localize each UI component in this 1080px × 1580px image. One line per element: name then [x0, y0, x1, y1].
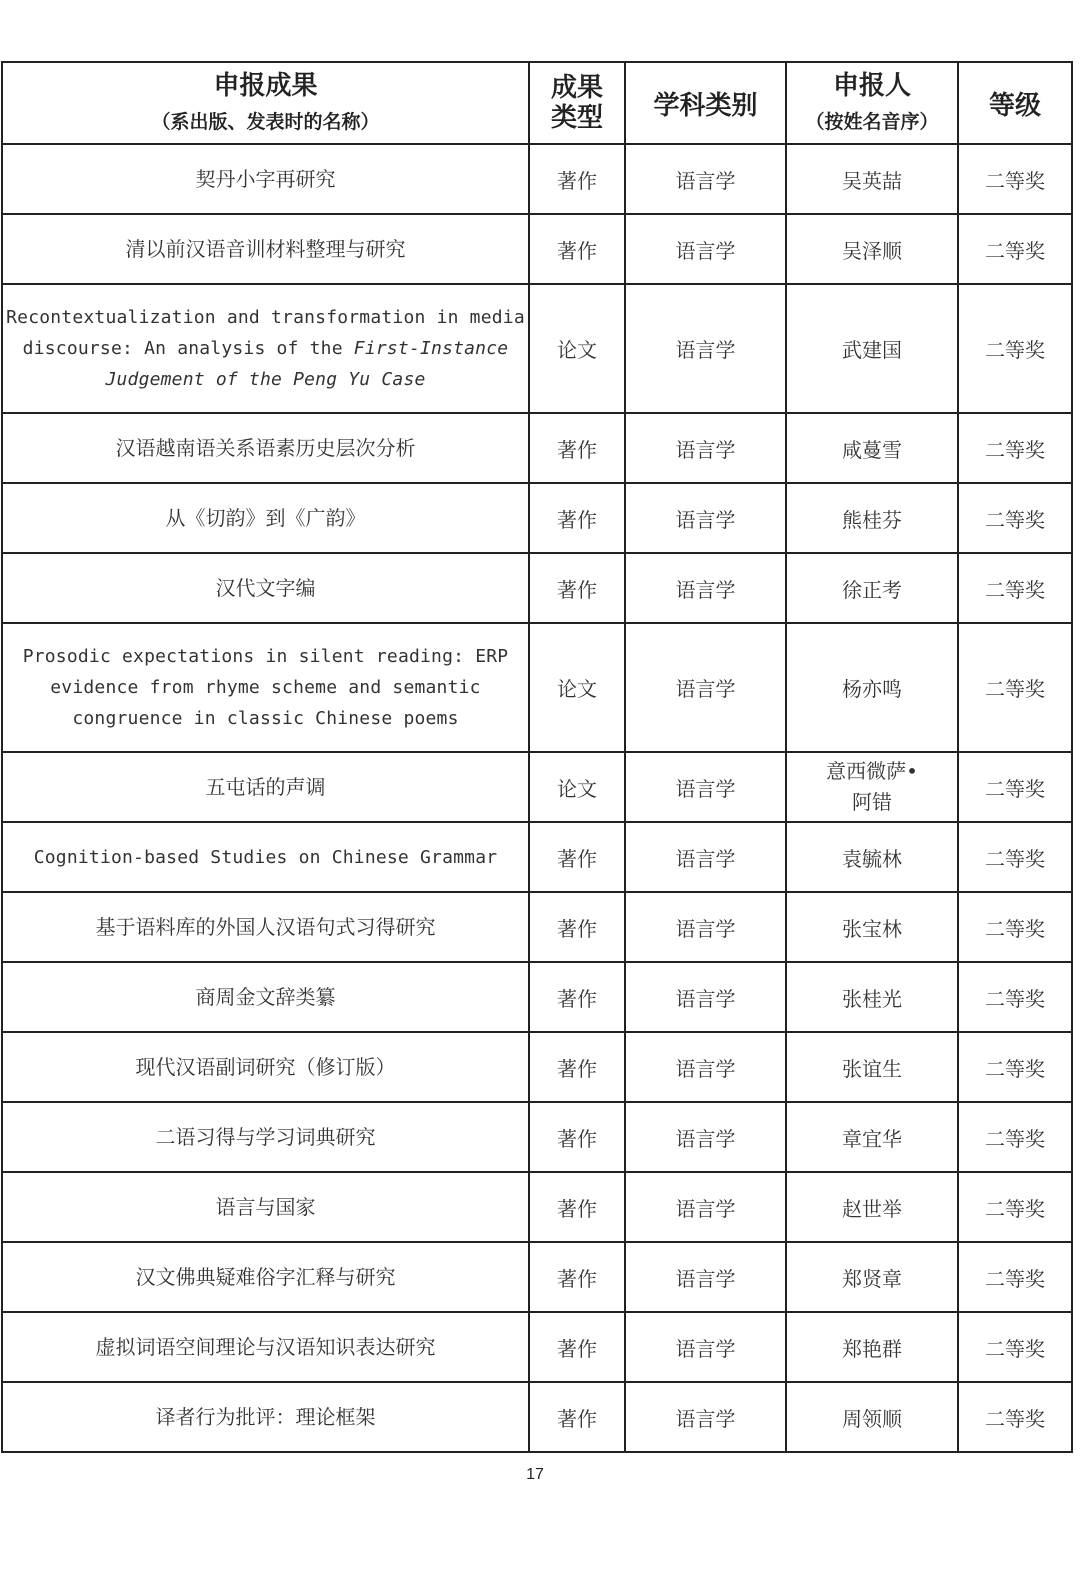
applicant: 武建国: [786, 284, 958, 413]
applicant: 吴英喆: [786, 144, 958, 214]
header-applicant-title: 申报人: [832, 71, 911, 101]
award-level: 二等奖: [958, 214, 1072, 284]
table-row: [2, 483, 1072, 553]
header-type-line1: 成果: [550, 73, 603, 103]
award-level: 二等奖: [958, 1242, 1072, 1312]
award-level: 二等奖: [958, 1382, 1072, 1452]
result-type: 论文: [529, 623, 625, 752]
award-level: 二等奖: [958, 413, 1072, 483]
result-type: 著作: [529, 1172, 625, 1242]
applicant: 徐正考: [786, 553, 958, 623]
result-type: 著作: [529, 483, 625, 553]
discipline: 语言学: [625, 1242, 786, 1312]
award-level: 二等奖: [958, 144, 1072, 214]
applicant: 咸蔓雪: [786, 413, 958, 483]
result-type: 著作: [529, 822, 625, 892]
table-row: [2, 1172, 1072, 1242]
table-row: [2, 752, 1072, 822]
table-row: [2, 284, 1072, 413]
discipline: 语言学: [625, 214, 786, 284]
applicant: 袁毓林: [786, 822, 958, 892]
award-level: 二等奖: [958, 1172, 1072, 1242]
discipline: 语言学: [625, 1172, 786, 1242]
award-level: 二等奖: [958, 284, 1072, 413]
result-type: 论文: [529, 752, 625, 822]
result-type: 著作: [529, 1242, 625, 1312]
page-number: 17: [526, 1466, 544, 1483]
result-title: 语言与国家: [2, 1172, 529, 1242]
header-result-subtitle: （系出版、发表时的名称）: [151, 111, 380, 133]
result-title: 契丹小字再研究: [2, 144, 529, 214]
discipline: 语言学: [625, 962, 786, 1032]
table-row: [2, 822, 1072, 892]
result-type: 著作: [529, 144, 625, 214]
result-title: 虚拟词语空间理论与汉语知识表达研究: [2, 1312, 529, 1382]
award-level: 二等奖: [958, 1312, 1072, 1382]
discipline: 语言学: [625, 1032, 786, 1102]
result-type: 著作: [529, 553, 625, 623]
result-type: 著作: [529, 1382, 625, 1452]
award-level: 二等奖: [958, 1032, 1072, 1102]
applicant: 周领顺: [786, 1382, 958, 1452]
result-type: 著作: [529, 1312, 625, 1382]
result-title: 二语习得与学习词典研究: [2, 1102, 529, 1172]
header-level-label: 等级: [988, 90, 1041, 121]
header-type-line2: 类型: [550, 103, 603, 133]
result-type: 著作: [529, 214, 625, 284]
applicant: 熊桂芬: [786, 483, 958, 553]
discipline: 语言学: [625, 1312, 786, 1382]
applicant: 张宝林: [786, 892, 958, 962]
applicant: 郑艳群: [786, 1312, 958, 1382]
result-title: 商周金文辞类纂: [2, 962, 529, 1032]
table-row: [2, 623, 1072, 752]
header-applicant-subtitle: （按姓名音序）: [805, 111, 939, 133]
discipline: 语言学: [625, 413, 786, 483]
result-title: 五屯话的声调: [2, 752, 529, 822]
table-row: [2, 214, 1072, 284]
discipline: 语言学: [625, 1382, 786, 1452]
applicant: 张桂光: [786, 962, 958, 1032]
table-row: [2, 1032, 1072, 1102]
table-row: [2, 892, 1072, 962]
table-row: [2, 1312, 1072, 1382]
header-type: [529, 62, 625, 144]
header-applicant: [786, 62, 958, 144]
result-type: 著作: [529, 413, 625, 483]
applicant: 杨亦鸣: [786, 623, 958, 752]
result-title: 基于语料库的外国人汉语句式习得研究: [2, 892, 529, 962]
award-level: 二等奖: [958, 962, 1072, 1032]
table-row: [2, 1102, 1072, 1172]
result-title: 现代汉语副词研究（修订版）: [2, 1032, 529, 1102]
applicant-line1: 意西微萨•: [826, 759, 918, 783]
table-row: [2, 1382, 1072, 1452]
result-title: Prosodic expectations in silent reading: ERP evidence from rhyme scheme and semantic congruence in classic Chinese poems: [2, 623, 529, 752]
applicant: 吴泽顺: [786, 214, 958, 284]
applicant: 郑贤章: [786, 1242, 958, 1312]
discipline: 语言学: [625, 623, 786, 752]
award-level: 二等奖: [958, 553, 1072, 623]
result-title: Cognition-based Studies on Chinese Grammar: [2, 822, 529, 892]
discipline: 语言学: [625, 144, 786, 214]
result-type: 著作: [529, 892, 625, 962]
header-result: [2, 62, 529, 144]
result-title: 译者行为批评：理论框架: [2, 1382, 529, 1452]
awards-table: [1, 61, 1073, 1453]
applicant-line2: 阿错: [852, 790, 892, 814]
discipline: 语言学: [625, 892, 786, 962]
result-type: 著作: [529, 962, 625, 1032]
award-level: 二等奖: [958, 1102, 1072, 1172]
applicant: 赵世举: [786, 1172, 958, 1242]
award-level: 二等奖: [958, 892, 1072, 962]
discipline: 语言学: [625, 284, 786, 413]
table-row: [2, 144, 1072, 214]
award-level: 二等奖: [958, 822, 1072, 892]
result-type: 著作: [529, 1102, 625, 1172]
result-title: 清以前汉语音训材料整理与研究: [2, 214, 529, 284]
result-title-text: Recontextualization and transformation in media discourse: An analysis of the: [6, 307, 525, 359]
header-discipline-label: 学科类别: [653, 90, 758, 121]
applicant: 张谊生: [786, 1032, 958, 1102]
header-result-title: 申报成果: [213, 71, 318, 101]
result-type: 论文: [529, 284, 625, 413]
header-row: [2, 62, 1072, 144]
header-level: [958, 62, 1072, 144]
award-level: 二等奖: [958, 483, 1072, 553]
table-row: [2, 413, 1072, 483]
result-title-italic: First-Instance Judgement of the Peng Yu Case: [105, 338, 509, 390]
result-title: 汉代文字编: [2, 553, 529, 623]
result-title: 汉文佛典疑难俗字汇释与研究: [2, 1242, 529, 1312]
applicant: 章宜华: [786, 1102, 958, 1172]
discipline: 语言学: [625, 553, 786, 623]
award-level: 二等奖: [958, 752, 1072, 822]
header-discipline: [625, 62, 786, 144]
discipline: 语言学: [625, 752, 786, 822]
discipline: 语言学: [625, 1102, 786, 1172]
table-row: [2, 962, 1072, 1032]
discipline: 语言学: [625, 822, 786, 892]
applicant: [786, 752, 958, 822]
result-type: 著作: [529, 1032, 625, 1102]
award-level: 二等奖: [958, 623, 1072, 752]
table-row: [2, 1242, 1072, 1312]
result-title: 汉语越南语关系语素历史层次分析: [2, 413, 529, 483]
table-row: [2, 553, 1072, 623]
result-title: 从《切韵》到《广韵》: [2, 483, 529, 553]
discipline: 语言学: [625, 483, 786, 553]
result-title: [2, 284, 529, 413]
